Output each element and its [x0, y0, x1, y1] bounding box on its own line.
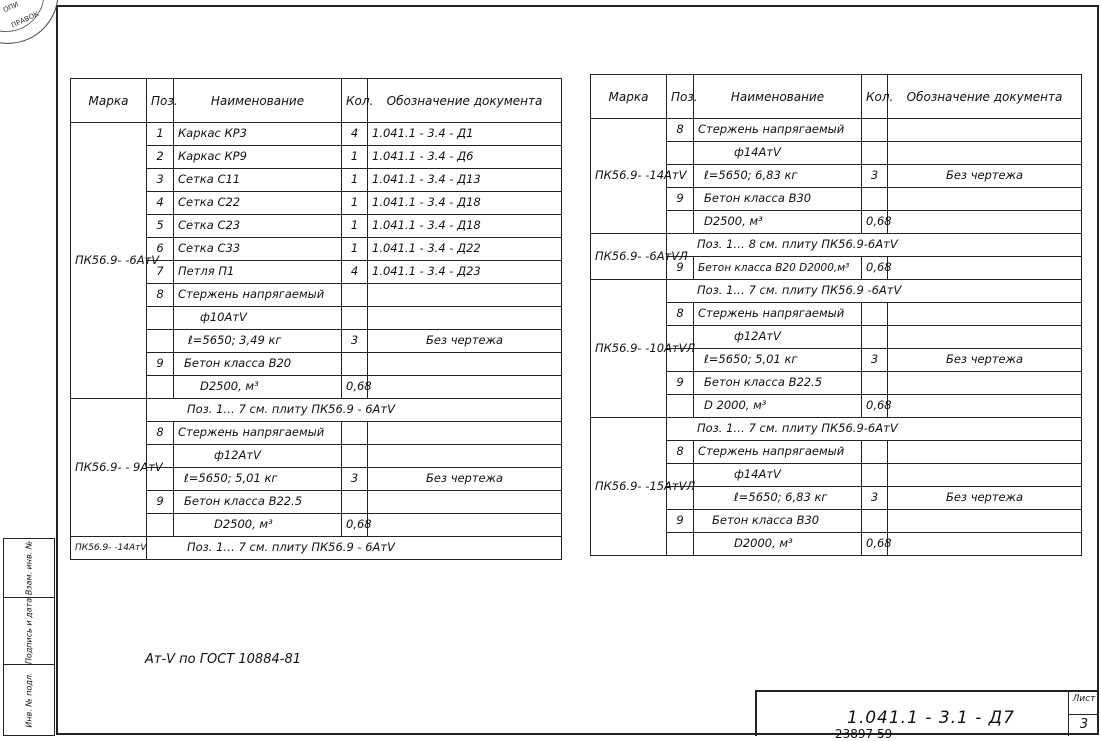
name-cell: Сетка С23 [174, 215, 342, 238]
mark-cell: ПК56.9- -6АтⅤЛ [591, 234, 667, 280]
table-row [71, 399, 562, 422]
table-row [591, 418, 1082, 441]
side-label: Взам. инв. № [24, 540, 34, 596]
doc-cell [368, 422, 562, 445]
qty-cell: 3 [862, 487, 888, 510]
header-qty: Кол. [862, 75, 888, 119]
doc-cell [888, 441, 1082, 464]
qty-cell [342, 491, 368, 514]
side-label: Инв. № подл. [24, 672, 34, 728]
qty-cell [342, 284, 368, 307]
spec-table-left [70, 78, 562, 560]
qty-cell: 1 [342, 146, 368, 169]
pos-cell [667, 211, 694, 234]
doc-cell: 1.041.1 - 3.4 - Д18 [368, 192, 562, 215]
pos-cell: 9 [147, 491, 174, 514]
mark-cell: ПК56.9- -14АтⅤ [591, 119, 667, 234]
doc-cell: 1.041.1 - 3.4 - Д6 [368, 146, 562, 169]
doc-cell: 1.041.1 - 3.4 - Д23 [368, 261, 562, 284]
sheet-label: Лист [1072, 694, 1096, 704]
qty-cell: 1 [342, 215, 368, 238]
name-cell: ф14АтⅤ [694, 464, 862, 487]
doc-cell [368, 307, 562, 330]
name-cell: Стержень напрягаемый [694, 119, 862, 142]
doc-cell: 1.041.1 - 3.4 - Д18 [368, 215, 562, 238]
approval-stamp [0, 0, 62, 46]
pos-cell [147, 330, 174, 353]
name-cell: Сетка С33 [174, 238, 342, 261]
pos-cell: 9 [667, 257, 694, 280]
pos-cell [147, 376, 174, 399]
mark-cell: ПК56.9- -15АтⅤЛ [591, 418, 667, 556]
name-cell: Сетка С22 [174, 192, 342, 215]
name-cell: ℓ=5650; 6,83 кг [694, 487, 862, 510]
qty-cell: 0,68 [342, 514, 368, 537]
header-doc: Обозначение документа [368, 79, 562, 123]
name-cell: ф12АтⅤ [694, 326, 862, 349]
name-cell: ℓ=5650; 6,83 кг [694, 165, 862, 188]
qty-cell [342, 445, 368, 468]
qty-cell [862, 142, 888, 165]
table-header-row [591, 75, 1082, 119]
doc-cell [368, 491, 562, 514]
qty-cell [342, 307, 368, 330]
header-qty: Кол. [342, 79, 368, 123]
doc-cell [368, 284, 562, 307]
qty-cell [862, 326, 888, 349]
spec-table-right [590, 74, 1082, 556]
name-cell: ℓ=5650; 3,49 кг [174, 330, 342, 353]
side-cell-inventory [3, 664, 55, 736]
table-row [71, 123, 562, 146]
qty-cell: 0,68 [862, 395, 888, 418]
mark-cell: ПК56.9- -14АтⅤ [71, 537, 147, 560]
name-cell: Каркас КР9 [174, 146, 342, 169]
qty-cell [862, 464, 888, 487]
doc-cell [368, 353, 562, 376]
doc-cell: Без чертежа [888, 487, 1082, 510]
group-header: Поз. 1… 7 см. плиту ПК56.9 - 6АтⅤ [147, 399, 562, 422]
pos-cell: 8 [667, 441, 694, 464]
pos-cell: 6 [147, 238, 174, 261]
qty-cell [862, 303, 888, 326]
header-name: Наименование [174, 79, 342, 123]
pos-cell: 8 [667, 119, 694, 142]
doc-cell [888, 119, 1082, 142]
qty-cell: 0,68 [862, 257, 888, 280]
qty-cell: 3 [862, 165, 888, 188]
qty-cell: 4 [342, 261, 368, 284]
pos-cell: 2 [147, 146, 174, 169]
header-mark: Марка [591, 75, 667, 119]
header-mark: Марка [71, 79, 147, 123]
qty-cell [862, 119, 888, 142]
pos-cell [147, 307, 174, 330]
stamp-line-2: ПРАВОК [10, 9, 41, 30]
table-header-row [71, 79, 562, 123]
qty-cell [862, 372, 888, 395]
qty-cell: 3 [342, 330, 368, 353]
pos-cell: 9 [147, 353, 174, 376]
doc-cell: Без чертежа [888, 349, 1082, 372]
name-cell: Стержень напрягаемый [694, 441, 862, 464]
doc-cell [888, 533, 1082, 556]
header-pos: Поз. [667, 75, 694, 119]
name-cell: Каркас КР3 [174, 123, 342, 146]
name-cell: Бетон класса В22.5 [174, 491, 342, 514]
doc-cell: Без чертежа [368, 468, 562, 491]
qty-cell [862, 188, 888, 211]
name-cell: D2000, м³ [694, 533, 862, 556]
side-cell-replacement [3, 538, 55, 598]
qty-cell: 0,68 [862, 211, 888, 234]
qty-cell [862, 441, 888, 464]
pos-cell: 5 [147, 215, 174, 238]
name-cell: Бетон класса В30 [694, 510, 862, 533]
doc-cell [888, 211, 1082, 234]
name-cell: Бетон класса В20 [174, 353, 342, 376]
name-cell: D 2000, м³ [694, 395, 862, 418]
qty-cell: 4 [342, 123, 368, 146]
sheet-cell [1068, 692, 1099, 736]
pos-cell: 8 [667, 303, 694, 326]
header-doc: Обозначение документа [888, 75, 1082, 119]
doc-cell [888, 257, 1082, 280]
table-row [71, 537, 562, 560]
side-stamp-strip [3, 538, 55, 736]
header-pos: Поз. [147, 79, 174, 123]
name-cell: Петля П1 [174, 261, 342, 284]
pos-cell: 8 [147, 422, 174, 445]
qty-cell: 1 [342, 169, 368, 192]
pos-cell [667, 533, 694, 556]
doc-cell [888, 326, 1082, 349]
name-cell: Стержень напрягаемый [174, 422, 342, 445]
document-code: 1.041.1 - 3.1 - Д7 [847, 708, 1015, 728]
group-header: Поз. 1… 7 см. плиту ПК56.9-6АтⅤ [667, 418, 1082, 441]
qty-cell [862, 510, 888, 533]
name-cell: D2500, м³ [694, 211, 862, 234]
doc-cell [888, 510, 1082, 533]
doc-cell [888, 303, 1082, 326]
qty-cell [342, 422, 368, 445]
doc-cell: 1.041.1 - 3.4 - Д22 [368, 238, 562, 261]
qty-cell [342, 353, 368, 376]
name-cell: Сетка С11 [174, 169, 342, 192]
title-block [755, 690, 1099, 736]
name-cell: Стержень напрягаемый [174, 284, 342, 307]
pos-cell: 9 [667, 510, 694, 533]
pos-cell: 8 [147, 284, 174, 307]
name-cell: Бетон класса В30 [694, 188, 862, 211]
pos-cell [667, 395, 694, 418]
name-cell: ℓ=5650; 5,01 кг [174, 468, 342, 491]
stamp-line-1: ОПИ [2, 0, 20, 15]
pos-cell: 1 [147, 123, 174, 146]
table-row [591, 280, 1082, 303]
name-cell: D2500, м³ [174, 376, 342, 399]
side-label: Подпись и дата [24, 597, 34, 665]
name-cell: ℓ=5650; 5,01 кг [694, 349, 862, 372]
mark-cell: ПК56.9- -10АтⅤЛ [591, 280, 667, 418]
qty-cell: 0,68 [342, 376, 368, 399]
header-name: Наименование [694, 75, 862, 119]
side-cell-signature [3, 597, 55, 665]
pos-cell: 9 [667, 372, 694, 395]
doc-cell: 1.041.1 - 3.4 - Д1 [368, 123, 562, 146]
mark-cell: ПК56.9- - 9АтⅤ [71, 399, 147, 537]
name-cell: ф14АтⅤ [694, 142, 862, 165]
name-cell: Бетон класса В22.5 [694, 372, 862, 395]
group-header: Поз. 1… 8 см. плиту ПК56.9-6АтⅤ [667, 234, 1082, 257]
doc-cell [888, 372, 1082, 395]
qty-cell: 1 [342, 238, 368, 261]
qty-cell: 3 [862, 349, 888, 372]
group-header: Поз. 1… 7 см. плиту ПК56.9 - 6АтⅤ [147, 537, 562, 560]
footnote-steel-standard: Ат-Ⅴ по ГОСТ 10884-81 [145, 652, 301, 667]
name-cell: Бетон класса В20 D2000,м³ [694, 257, 862, 280]
pos-cell [147, 514, 174, 537]
sheet-number: 3 [1069, 714, 1099, 732]
doc-cell: Без чертежа [888, 165, 1082, 188]
doc-cell [888, 395, 1082, 418]
inventory-number: 23897 59 [835, 727, 893, 741]
pos-cell: 9 [667, 188, 694, 211]
qty-cell: 1 [342, 192, 368, 215]
qty-cell: 3 [342, 468, 368, 491]
doc-cell [368, 376, 562, 399]
pos-cell [667, 142, 694, 165]
doc-cell: Без чертежа [368, 330, 562, 353]
qty-cell: 0,68 [862, 533, 888, 556]
pos-cell: 7 [147, 261, 174, 284]
name-cell: Стержень напрягаемый [694, 303, 862, 326]
table-row [591, 119, 1082, 142]
group-header: Поз. 1… 7 см. плиту ПК56.9 -6АтⅤ [667, 280, 1082, 303]
doc-cell [888, 464, 1082, 487]
doc-cell [888, 188, 1082, 211]
pos-cell: 4 [147, 192, 174, 215]
table-row [591, 234, 1082, 257]
doc-cell [368, 445, 562, 468]
doc-cell [888, 142, 1082, 165]
doc-cell [368, 514, 562, 537]
name-cell: ф10АтⅤ [174, 307, 342, 330]
doc-cell: 1.041.1 - 3.4 - Д13 [368, 169, 562, 192]
name-cell: ф12АтⅤ [174, 445, 342, 468]
pos-cell: 3 [147, 169, 174, 192]
name-cell: D2500, м³ [174, 514, 342, 537]
mark-cell: ПК56.9- -6АтⅤ [71, 123, 147, 399]
